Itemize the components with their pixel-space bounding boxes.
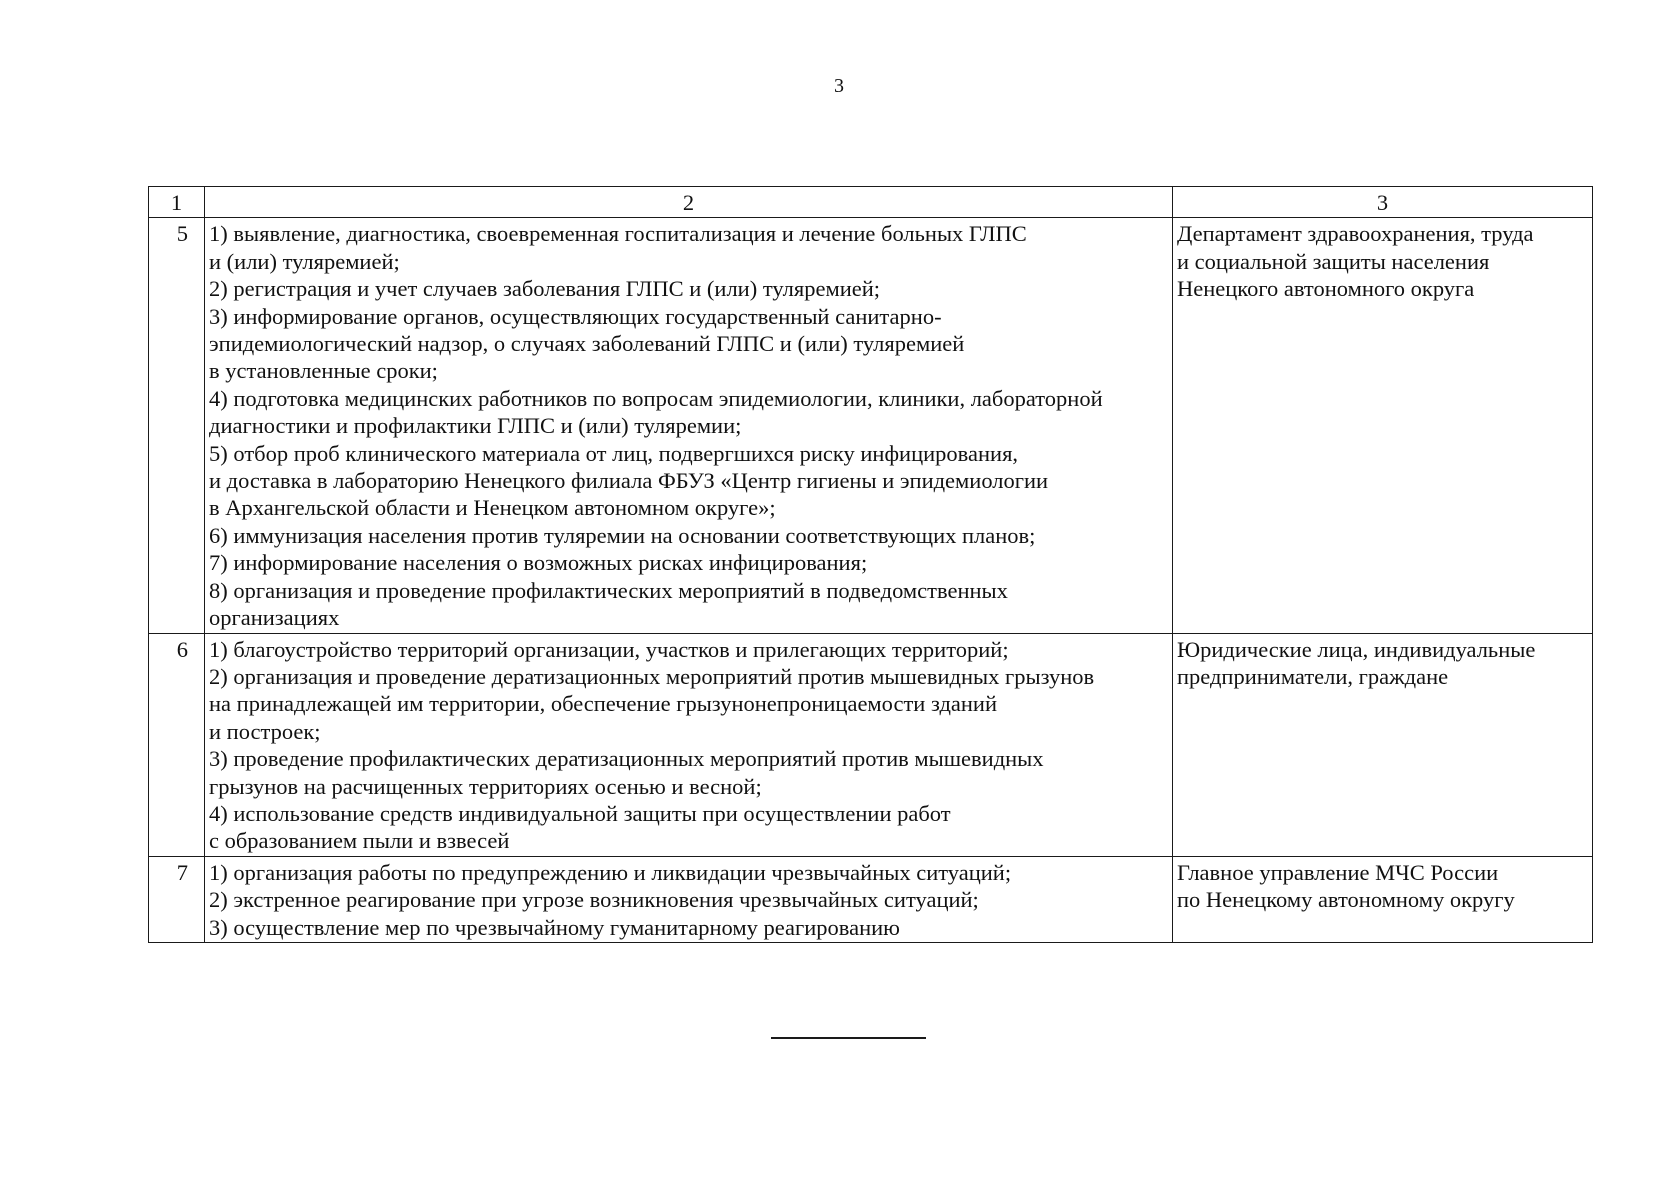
measure-line: в установленные сроки; bbox=[209, 358, 438, 384]
row-number: 6 bbox=[149, 633, 205, 856]
table-row bbox=[149, 218, 1593, 633]
executor-line: предприниматели, граждане bbox=[1177, 663, 1449, 689]
measure-line: 1) организация работы по предупреждению и ликвидации чрезвычайных ситуаций; bbox=[209, 859, 1012, 885]
measure-line: 1) благоустройство территорий организации, участков и прилегающих территорий; bbox=[209, 636, 1009, 662]
end-of-document-rule bbox=[771, 1037, 926, 1039]
measure-line: 3) информирование органов, осуществляющих государственный санитарно- bbox=[209, 303, 942, 329]
measure-line: 1) выявление, диагностика, своевременная госпитализация и лечение больных ГЛПС bbox=[209, 221, 1027, 247]
executor-line: Департамент здравоохранения, труда bbox=[1177, 221, 1534, 247]
row-number: 7 bbox=[149, 856, 205, 942]
measure-line: 4) подготовка медицинских работников по вопросам эпидемиологии, клиники, лабораторной bbox=[209, 385, 1103, 411]
measure-line: 8) организация и проведение профилактических мероприятий в подведомственных bbox=[209, 577, 1008, 603]
executor-line: по Ненецкому автономному округу bbox=[1177, 887, 1515, 913]
measure-line: и доставка в лабораторию Ненецкого филиала ФБУЗ «Центр гигиены и эпидемиологии bbox=[209, 468, 1049, 494]
executor-line: Ненецкого автономного округа bbox=[1177, 276, 1475, 302]
measure-line: в Архангельской области и Ненецком автономном округе»; bbox=[209, 495, 776, 521]
measure-line: с образованием пыли и взвесей bbox=[209, 828, 510, 854]
measure-line: грызунов на расчищенных территориях осенью и весной; bbox=[209, 773, 762, 799]
measure-line: 4) использование средств индивидуальной защиты при осуществлении работ bbox=[209, 800, 951, 826]
page-number: 3 bbox=[834, 75, 844, 97]
executor-line: Главное управление МЧС России bbox=[1177, 859, 1499, 885]
measures-cell bbox=[205, 856, 1173, 942]
table-row bbox=[149, 856, 1593, 942]
measure-line: 3) проведение профилактических дератизационных мероприятий против мышевидных bbox=[209, 746, 1044, 772]
measure-line: 2) организация и проведение дератизационных мероприятий против мышевидных грызунов bbox=[209, 663, 1095, 689]
measures-cell bbox=[205, 633, 1173, 856]
measure-line: 7) информирование населения о возможных рисках инфицирования; bbox=[209, 550, 868, 576]
measures-cell bbox=[205, 218, 1173, 633]
table-header-row bbox=[149, 187, 1593, 218]
measure-line: 2) экстренное реагирование при угрозе возникновения чрезвычайных ситуаций; bbox=[209, 887, 979, 913]
measure-line: 5) отбор проб клинического материала от лиц, подвергшихся риску инфицирования, bbox=[209, 440, 1019, 466]
executor-line: Юридические лица, индивидуальные bbox=[1177, 636, 1536, 662]
header-cell-number: 1 bbox=[149, 187, 205, 218]
measure-line: и построек; bbox=[209, 718, 321, 744]
measure-line: и (или) туляремией; bbox=[209, 248, 400, 274]
executor-cell bbox=[1173, 633, 1593, 856]
measure-line: 3) осуществление мер по чрезвычайному гуманитарному реагированию bbox=[209, 914, 900, 940]
measure-line: 2) регистрация и учет случаев заболевания ГЛПС и (или) туляремией; bbox=[209, 276, 881, 302]
measure-line: 6) иммунизация населения против туляремии на основании соответствующих планов; bbox=[209, 522, 1036, 548]
table-row bbox=[149, 633, 1593, 856]
header-cell-measures: 2 bbox=[205, 187, 1173, 218]
measure-line: на принадлежащей им территории, обеспечение грызунонепроницаемости зданий bbox=[209, 691, 998, 717]
header-cell-executor: 3 bbox=[1173, 187, 1593, 218]
measures-table bbox=[148, 186, 1593, 943]
measure-line: эпидемиологический надзор, о случаях заболеваний ГЛПС и (или) туляремией bbox=[209, 331, 965, 357]
measure-line: диагностики и профилактики ГЛПС и (или) туляремии; bbox=[209, 413, 742, 439]
measure-line: организациях bbox=[209, 605, 340, 631]
executor-cell bbox=[1173, 218, 1593, 633]
row-number: 5 bbox=[149, 218, 205, 633]
executor-line: и социальной защиты населения bbox=[1177, 248, 1490, 274]
executor-cell bbox=[1173, 856, 1593, 942]
